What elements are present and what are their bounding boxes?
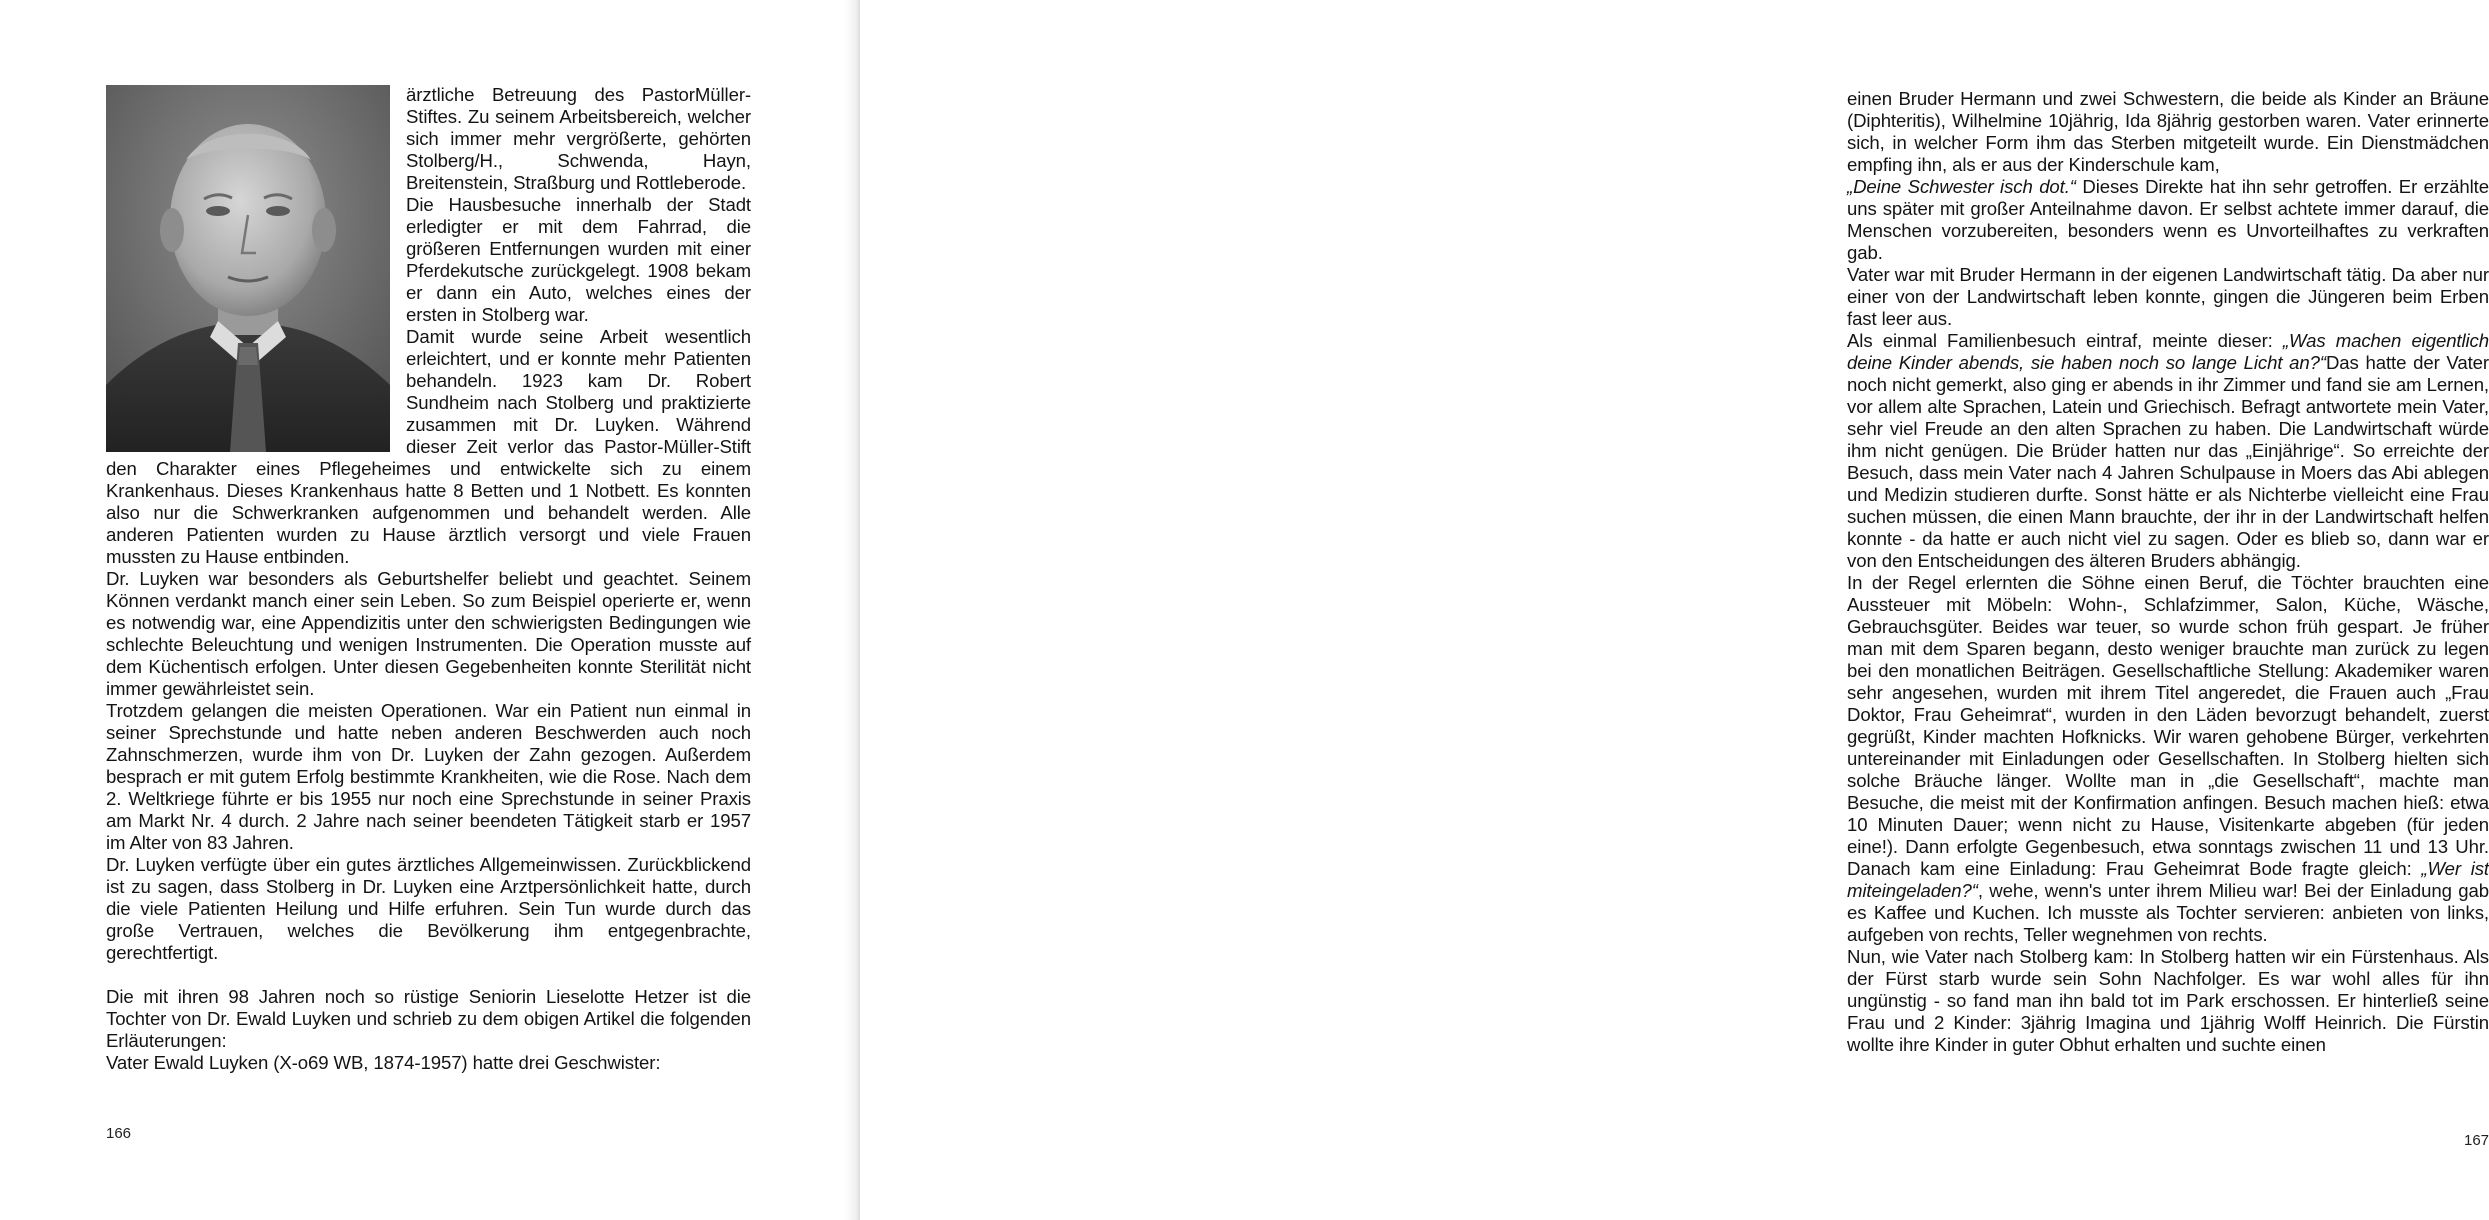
text-run: Als einmal Familienbesuch eintraf, meinte dieser: xyxy=(1847,330,2283,351)
text-run: Dieses Direkte hat ihn sehr getroffen. Er erzählte uns später mit großer Anteilnahme davon. Er selbst achtete immer darauf, die Menschen vorzubereiten, besonders wenn es Unvorteilhaftes zu verkraften gab. xyxy=(1847,176,2489,263)
paragraph xyxy=(1847,572,2489,946)
text-run: Das hatte der Vater noch nicht gemerkt, also ging er abends in ihr Zimmer und fand sie am Lernen, vor allem alte Sprachen, Latein und Griechisch. Befragt antwortete mein Vater, sehr viel Freude an den alten Sprachen zu haben. Die Landwirtschaft würde ihm nicht genügen. Die Brüder hatten nur das „Einjährige“. So erreichte der Besuch, dass mein Vater nach 4 Jahren Schulpause in Moers das Abi ablegen und Medizin studieren durfte. Sonst hätte er als Nichterbe vielleicht eine Frau suchen müssen, die einen Mann brauchte, der ihr in der Landwirtschaft helfen konnte - da hatte er auch nicht viel zu sagen. Oder es blieb so, dann war er von den Entscheidungen des älteren Bruders abhängig. xyxy=(1847,352,2489,571)
text-run: , wehe, wenn's unter ihrem Milieu war! Bei der Einladung gab es Kaffee und Kuchen. Ich musste als Tochter servieren: anbieten von links, aufgeben von rechts, Teller wegnehmen von rechts. xyxy=(1847,880,2489,945)
photo-text-wrap-spacer xyxy=(106,84,406,456)
text-run: In der Regel erlernten die Söhne einen Beruf, die Töchter brauchten eine Aussteuer mit Möbeln: Wohn-, Schlafzimmer, Salon, Küche, Wäsche, Gebrauchsgüter. Beides war teuer, so wurde schon früh gespart. Je früher man mit dem Sparen begann, desto weniger brauchte man zurück zu legen bei den monatlichen Beiträgen. Gesellschaftliche Stellung: Akademiker waren sehr angesehen, wurden mit ihrem Titel angeredet, die Frauen auch „Frau Doktor, Frau Geheimrat“, wurden in den Läden bevorzugt behandelt, zuerst gegrüßt, Kinder machten Hofknicks. Wir waren gehobene Bürger, verkehrten untereinander mit Einladungen oder Gesellschaften. In Stolberg hielten sich solche Bräuche länger. Wollte man in „die Gesellschaft“, machte man Besuche, die meist mit der Konfirmation anfingen. Besuch machen hieß: etwa 10 Minuten Dauer; wenn nicht zu Hause, Visitenkarte abgeben (für jeden eine!). Dann erfolgte Gegenbesuch, etwa sonntags zwischen 11 und 13 Uhr. Danach kam eine Einladung: Frau Geheimrat Bode fragte gleich: xyxy=(1847,572,2489,879)
page-number-left: 166 xyxy=(106,1125,132,1142)
paragraph: Damit wurde seine Arbeit wesentlich erleichtert, und er konnte mehr Patienten behandeln. 1923 kam Dr. Robert Sundheim nach Stolberg und praktizierte zusammen mit Dr. Luyken. Während dieser Zeit verlor das Pastor-Müller-Stift den Charakter eines Pflegeheimes und entwickelte sich zu einem Krankenhaus. Dieses Krankenhaus hatte 8 Betten und 1 Notbett. Es konnten also nur die Schwerkranken aufgenommen und behandelt werden. Alle anderen Patienten wurden zu Hause ärztlich versorgt und viele Frauen mussten zu Hause entbinden. xyxy=(106,326,751,567)
quote-run: „Wer ist miteingeladen?“ xyxy=(1847,858,2489,901)
text-run: einen Bruder Hermann und zwei Schwestern, die beide als Kinder an Bräune (Diphteritis), Wilhelmine 10jährig, Ida 8jährig gestorben waren. Vater erinnerte sich, in welcher Form ihm das Sterben mitgeteilt wurde. Ein Dienstmädchen empfing ihn, als er aus der Kinderschule kam, xyxy=(1847,88,2489,175)
paragraph: Vater Ewald Luyken (X-o69 WB, 1874-1957) hatte drei Geschwister: xyxy=(106,1052,661,1073)
paragraph: Trotzdem gelangen die meisten Operationen. War ein Patient nun einmal in seiner Sprechstunde und hatte neben anderen Beschwerden auch noch Zahnschmerzen, wurde ihm von Dr. Luyken der Zahn gezogen. Außerdem besprach er mit gutem Erfolg bestimmte Krankheiten, wie die Rose. Nach dem 2. Weltkriege führte er bis 1955 nur noch eine Sprechstunde in seiner Praxis am Markt Nr. 4 durch. 2 Jahre nach seiner beendeten Tätigkeit starb er 1957 im Alter von 83 Jahren. xyxy=(106,700,751,853)
left-page-text xyxy=(106,84,751,1074)
quote-run: „Was machen eigentlich deine Kinder abends, sie haben noch so lange Licht an?“ xyxy=(1847,330,2489,373)
paragraph: Die mit ihren 98 Jahren noch so rüstige Seniorin Lieselotte Hetzer ist die Tochter von Dr. Ewald Luyken und schrieb zu dem obigen Artikel die folgenden Erläuterungen: xyxy=(106,986,751,1051)
paragraph: ärztliche Betreuung des PastorMüller-Stiftes. Zu seinem Arbeitsbereich, welcher sich immer mehr vergrößerte, gehörten Stolberg/H., Schwenda, Hayn, Breitenstein, Straßburg und Rottleberode. xyxy=(406,84,751,193)
left-page xyxy=(0,0,858,1220)
right-page-text xyxy=(1847,88,2489,1056)
paragraph: Dr. Luyken verfügte über ein gutes ärztliches Allgemeinwissen. Zurückblickend ist zu sagen, dass Stolberg in Dr. Luyken eine Arztpersönlichkeit hatte, durch die viele Patienten Heilung und Hilfe erfuhren. Sein Tun wurde durch das große Vertrauen, welches die Bevölkerung ihm entgegenbrachte, gerechtfertigt. xyxy=(106,854,751,963)
paragraph: Die Hausbesuche innerhalb der Stadt erledigter er mit dem Fahrrad, die größeren Entfernungen wurden mit einer Pferdekutsche zurückgelegt. 1908 bekam er dann ein Auto, welches eines der ersten in Stolberg war. xyxy=(406,194,751,325)
page-number-right: 167 xyxy=(2464,1132,2489,1149)
paragraph: Nun, wie Vater nach Stolberg kam: In Stolberg hatten wir ein Fürstenhaus. Als der Fürst starb wurde sein Sohn Nachfolger. Es war wohl alles für ihn ungünstig - so fand man ihn bald tot im Park erschossen. Er hinterließ seine Frau und 2 Kinder: 3jährig Imagina und 1jährig Wolff Heinrich. Die Fürstin wollte ihre Kinder in guter Obhut erhalten und suchte einen xyxy=(1847,946,2489,1055)
paragraph: Vater war mit Bruder Hermann in der eigenen Landwirtschaft tätig. Da aber nur einer von der Landwirtschaft leben konnte, gingen die Jüngeren beim Erben fast leer aus. xyxy=(1847,264,2489,329)
paragraph: Dr. Luyken war besonders als Geburtshelfer beliebt und geachtet. Seinem Können verdankt manch einer sein Leben. So zum Beispiel operierte er, wenn es notwendig war, eine Appendizitis unter den schwierigsten Bedingungen wie schlechte Beleuchtung und wenigen Instrumenten. Die Operation musste auf dem Küchentisch erfolgen. Unter diesen Gegebenheiten konnte Sterilität nicht immer gewährleistet sein. xyxy=(106,568,751,699)
right-page xyxy=(860,0,2489,1220)
paragraph xyxy=(1847,88,2489,264)
quote-run: „Deine Schwester isch dot.“ xyxy=(1847,176,2076,197)
paragraph-gap xyxy=(106,964,751,986)
paragraph xyxy=(1847,330,2489,572)
